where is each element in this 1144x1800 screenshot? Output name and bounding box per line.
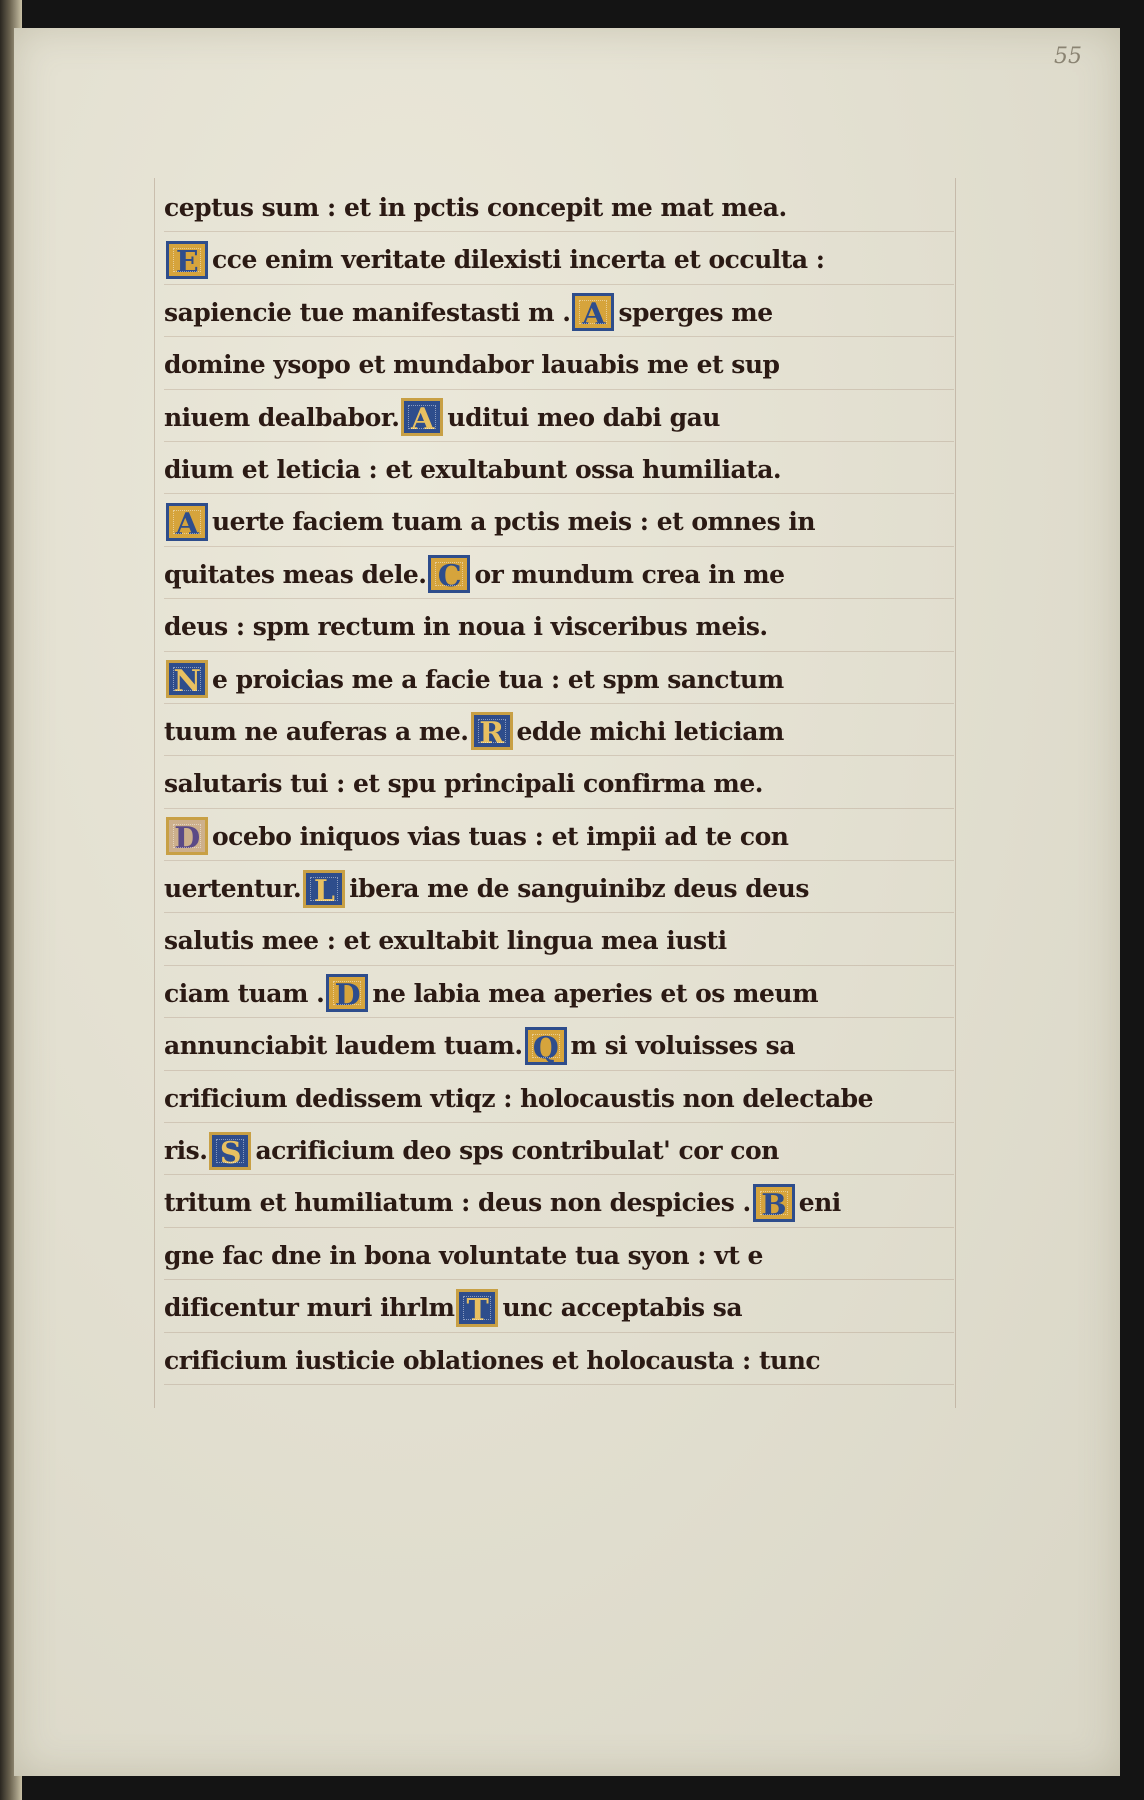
line-text: ceptus sum : et in pctis concepit me mat mea. [164, 192, 787, 222]
line-text: ocebo iniquos vias tuas : et impii ad te con [212, 821, 789, 851]
line-text: quitates meas dele. [164, 559, 427, 589]
line-text: deus : spm rectum in noua i visceribus meis. [164, 611, 768, 641]
text-line [164, 809, 954, 861]
line-text: uerte faciem tuam a pctis meis : et omnes in [212, 507, 816, 537]
illuminated-initial: R [471, 712, 513, 750]
line-text: domine ysopo et mundabor lauabis me et sup [164, 349, 780, 379]
line-text: uditui meo dabi gau [447, 402, 720, 432]
line-text: cce enim veritate dilexisti incerta et occulta : [212, 245, 825, 275]
text-line [164, 599, 954, 651]
folio-number: 55 [1054, 44, 1082, 69]
text-line [164, 1018, 954, 1070]
line-text: tuum ne auferas a me. [164, 716, 469, 746]
line-text: crificium dedissem vtiqz : holocaustis non delectabe [164, 1083, 874, 1113]
line-text: gne fac dne in bona voluntate tua syon : vt e [164, 1240, 763, 1270]
line-text: tritum et humiliatum : deus non despicies . [164, 1188, 751, 1218]
text-line [164, 442, 954, 494]
line-text: niuem dealbabor. [164, 402, 400, 432]
line-text: salutis mee : et exultabit lingua mea iusti [164, 926, 727, 956]
illuminated-initial: A [166, 503, 208, 541]
illuminated-initial: Q [525, 1027, 567, 1065]
line-text: eni [798, 1188, 841, 1218]
line-text: annunciabit laudem tuam. [164, 1031, 523, 1061]
line-text: dium et leticia : et exultabunt ossa humiliata. [164, 454, 782, 484]
text-line [164, 337, 954, 389]
text-line [164, 966, 954, 1018]
line-text: ne labia mea aperies et os meum [372, 978, 819, 1008]
text-line [164, 390, 954, 442]
text-line [164, 1333, 954, 1385]
text-line [164, 1228, 954, 1280]
text-line [164, 704, 954, 756]
text-line [164, 232, 954, 284]
line-text: unc acceptabis sa [502, 1293, 743, 1322]
illuminated-initial: S [209, 1132, 251, 1170]
line-text: uertentur. [164, 873, 302, 903]
text-line [164, 652, 954, 704]
line-text: sapiencie tue manifestasti m . [164, 297, 571, 327]
text-line [164, 1280, 954, 1332]
text-block [164, 180, 954, 1385]
line-text: edde michi leticiam [516, 716, 784, 746]
text-line [164, 1071, 954, 1123]
illuminated-initial: A [401, 398, 443, 436]
text-line [164, 1175, 954, 1227]
illuminated-initial: D [166, 817, 208, 855]
line-text: sperges me [618, 297, 773, 327]
illuminated-initial: C [428, 555, 470, 593]
text-line [164, 756, 954, 808]
line-text: dificentur muri ihrlm [164, 1293, 455, 1322]
illuminated-initial: A [572, 293, 614, 331]
line-text: m si voluisses sa [570, 1031, 795, 1061]
illuminated-initial: T [456, 1289, 498, 1327]
text-line [164, 861, 954, 913]
line-text: salutaris tui : et spu principali confirma me. [164, 769, 763, 799]
illuminated-initial: L [303, 870, 345, 908]
illuminated-initial: E [166, 241, 208, 279]
text-line [164, 285, 954, 337]
illuminated-initial: B [753, 1184, 795, 1222]
line-text: or mundum crea in me [474, 559, 785, 589]
text-line [164, 1123, 954, 1175]
line-text: ris. [164, 1135, 208, 1165]
text-line [164, 494, 954, 546]
line-text: ibera me de sanguinibz deus deus [349, 873, 809, 903]
line-text: crificium iusticie oblationes et holocausta : tunc [164, 1345, 821, 1375]
text-line [164, 547, 954, 599]
text-line [164, 180, 954, 232]
manuscript-folio [14, 28, 1120, 1776]
line-text: ciam tuam . [164, 978, 325, 1008]
illuminated-initial: N [166, 660, 208, 698]
line-text: e proicias me a facie tua : et spm sanctum [212, 664, 784, 694]
line-text: acrificium deo sps contribulat' cor con [255, 1135, 779, 1165]
illuminated-initial: D [326, 974, 368, 1012]
text-line [164, 913, 954, 965]
